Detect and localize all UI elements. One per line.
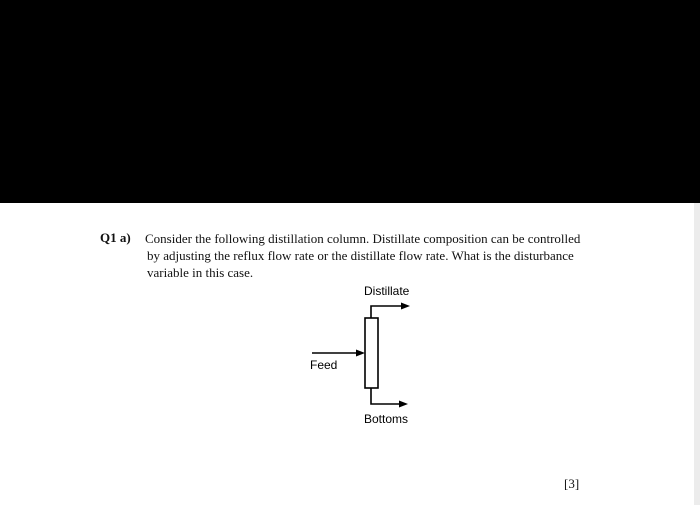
page-edge-shadow — [694, 203, 700, 505]
distillate-arrowhead — [401, 303, 410, 310]
column-drawing — [300, 280, 440, 430]
question-line-1: Consider the following distillation column. Distillate composition can be controlled — [145, 231, 581, 246]
black-top-band — [0, 0, 700, 203]
distillation-column-diagram — [300, 280, 440, 430]
distillate-label: Distillate — [364, 284, 410, 298]
bottoms-arrowhead — [399, 401, 408, 408]
question-line-3: variable in this case. — [147, 265, 254, 280]
feed-arrowhead — [356, 350, 365, 357]
column-body — [365, 318, 378, 388]
marks-indicator: [3] — [564, 476, 580, 491]
distillate-line — [371, 306, 402, 318]
bottoms-label: Bottoms — [364, 412, 409, 426]
question-text — [145, 230, 615, 281]
question-label: Q1 a) — [100, 230, 131, 245]
feed-label: Feed — [310, 358, 338, 372]
question-line-2: by adjusting the reflux flow rate or the distillate flow rate. What is the disturbance — [147, 248, 574, 263]
bottoms-line — [371, 388, 400, 404]
